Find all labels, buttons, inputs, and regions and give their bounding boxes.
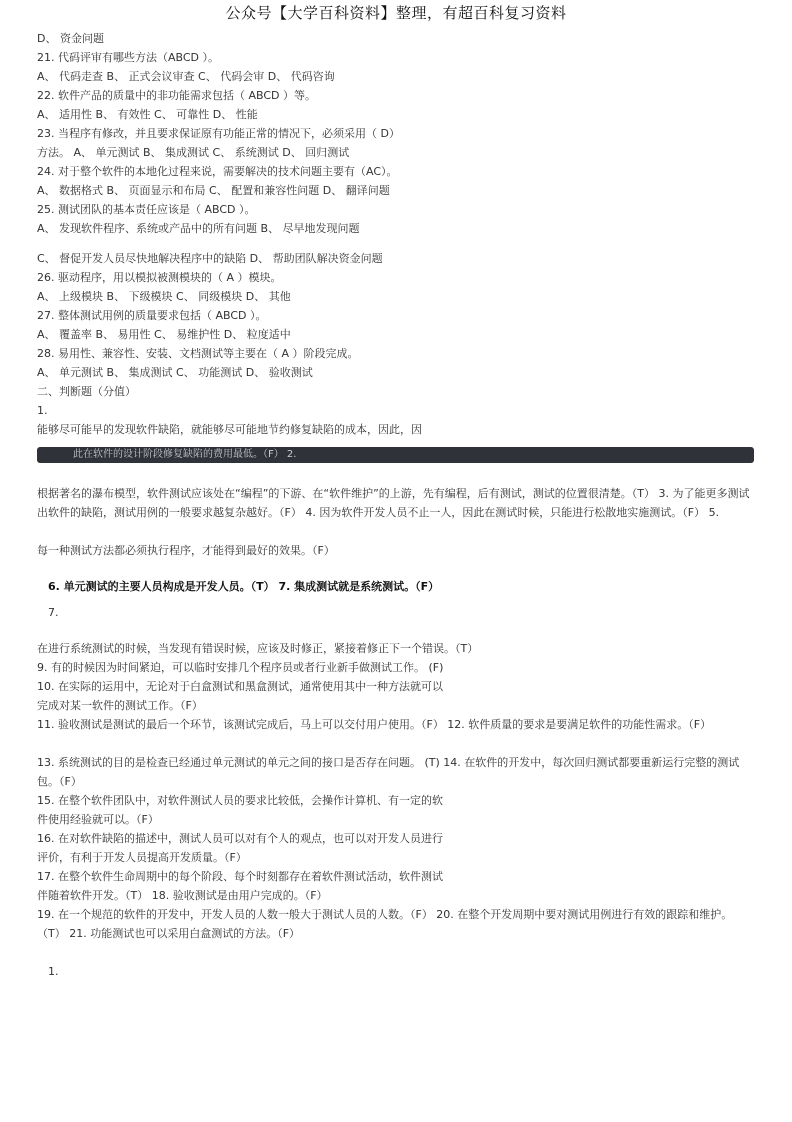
text-line: 21. 代码评审有哪些方法（ABCD ）。 [37, 51, 220, 64]
text-line: A、 单元测试 B、 集成测试 C、 功能测试 D、 验收测试 [37, 366, 313, 379]
text-line: A、 覆盖率 B、 易用性 C、 易维护性 D、 粒度适中 [37, 328, 291, 341]
text-line: D、 资金问题 [37, 32, 104, 45]
text-line: A、 代码走查 B、 正式会议审查 C、 代码会审 D、 代码咨询 [37, 70, 335, 83]
section-heading: 二、判断题（分值） [37, 385, 136, 398]
text-line: 9. 有的时候因为时间紧迫，可以临时安排几个程序员或者行业新手做测试工作。 (F) [37, 661, 444, 674]
text-line: 27. 整体测试用例的质量要求包括（ ABCD ）。 [37, 309, 267, 322]
text-line: A、 上级模块 B、 下级模块 C、 同级模块 D、 其他 [37, 290, 291, 303]
text-line: 完成对某一软件的测试工作。（F） [37, 699, 203, 712]
text-line: 伴随着软件开发。（T） 18. 验收测试是由用户完成的。（F） [37, 889, 328, 902]
text-line: C、 督促开发人员尽快地解决程序中的缺陷 D、 帮助团队解决资金问题 [37, 252, 383, 265]
text-line: 25. 测试团队的基本责任应该是（ ABCD ）。 [37, 203, 256, 216]
paragraph: 13. 系统测试的目的是检查已经通过单元测试的单元之间的接口是否存在问题。 (T) 14. 在软件的开发中，每次回归测试都要重新运行完整的测试包。（F） [37, 756, 740, 788]
text-line: 17. 在整个软件生命周期中的每个阶段、每个时刻都存在着软件测试活动，软件测试 [37, 870, 443, 883]
text-line: 23. 当程序有修改，并且要求保证原有功能正常的情况下，必须采用（ D） [37, 127, 400, 140]
text-line: A、 数据格式 B、 页面显示和布局 C、 配置和兼容性问题 D、 翻译问题 [37, 184, 390, 197]
text-line: 15. 在整个软件团队中，对软件测试人员的要求比较低，会操作计算机、有一定的软 [37, 794, 443, 807]
text-line: 能够尽可能早的发现软件缺陷，就能够尽可能地节约修复缺陷的成本，因此，因 [37, 423, 422, 436]
text-line: 22. 软件产品的质量中的非功能需求包括（ ABCD ）等。 [37, 89, 317, 102]
text-line: 方法。 A、 单元测试 B、 集成测试 C、 系统测试 D、 回归测试 [37, 146, 350, 159]
text-line: 16. 在对软件缺陷的描述中，测试人员可以对有个人的观点，也可以对开发人员进行 [37, 832, 443, 845]
highlighted-line-bar [37, 447, 754, 463]
text-line: 26. 驱动程序，用以模拟被测模块的（ A ）模块。 [37, 271, 282, 284]
text-line: 1. [37, 404, 48, 417]
list-number: 7. [48, 606, 59, 619]
text-line: 10. 在实际的运用中，无论对于白盒测试和黑盒测试，通常使用其中一种方法就可以 [37, 680, 443, 693]
bold-line: 6. 单元测试的主要人员构成是开发人员。（T） 7. 集成测试就是系统测试。（F） [48, 580, 440, 593]
text-line: 在进行系统测试的时候，当发现有错误时候，应该及时修正，紧接着修正下一个错误。（T） [37, 642, 479, 655]
text-line: 每一种测试方法都必须执行程序，才能得到最好的效果。（F） [37, 544, 335, 557]
list-number: 1. [48, 965, 59, 978]
text-line: 24. 对于整个软件的本地化过程来说，需要解决的技术问题主要有（AC）。 [37, 165, 398, 178]
text-line: A、 发现软件程序、系统或产品中的所有问题 B、 尽早地发现问题 [37, 222, 360, 235]
text-line: A、 适用性 B、 有效性 C、 可靠性 D、 性能 [37, 108, 258, 121]
paragraph: 19. 在一个规范的软件的开发中，开发人员的人数一般大于测试人员的人数。（F） 20. 在整个开发周期中要对测试用例进行有效的跟踪和维护。（T） 21. 功能测试也可以采用白盒测试的方法。（F） [37, 908, 733, 940]
paragraph: 根据著名的瀑布模型，软件测试应该处在“编程”的下游、在“软件维护”的上游，先有编程，后有测试，测试的位置很清楚。（T） 3. 为了能更多测试出软件的缺陷，测试用例的一般要求越复杂越好。（F） 4. 因为软件开发人员不止一人，因此在测试时候，只能进行松散地实施测试。（F） 5. [37, 487, 750, 519]
text-line: 件使用经验就可以。（F） [37, 813, 159, 826]
highlighted-line-text: 此在软件的设计阶段修复缺陷的费用最低。（F） 2. [73, 449, 297, 460]
text-line: 28. 易用性、兼容性、安装、文档测试等主要在（ A ）阶段完成。 [37, 347, 359, 360]
page-header: 公众号【大学百科资料】整理，有超百科复习资料 [225, 4, 567, 22]
text-line: 评价，有利于开发人员提高开发质量。（F） [37, 851, 247, 864]
paragraph: 11. 验收测试是测试的最后一个环节，该测试完成后，马上可以交付用户使用。（F） 12. 软件质量的要求是要满足软件的功能性需求。（F） [37, 718, 712, 731]
